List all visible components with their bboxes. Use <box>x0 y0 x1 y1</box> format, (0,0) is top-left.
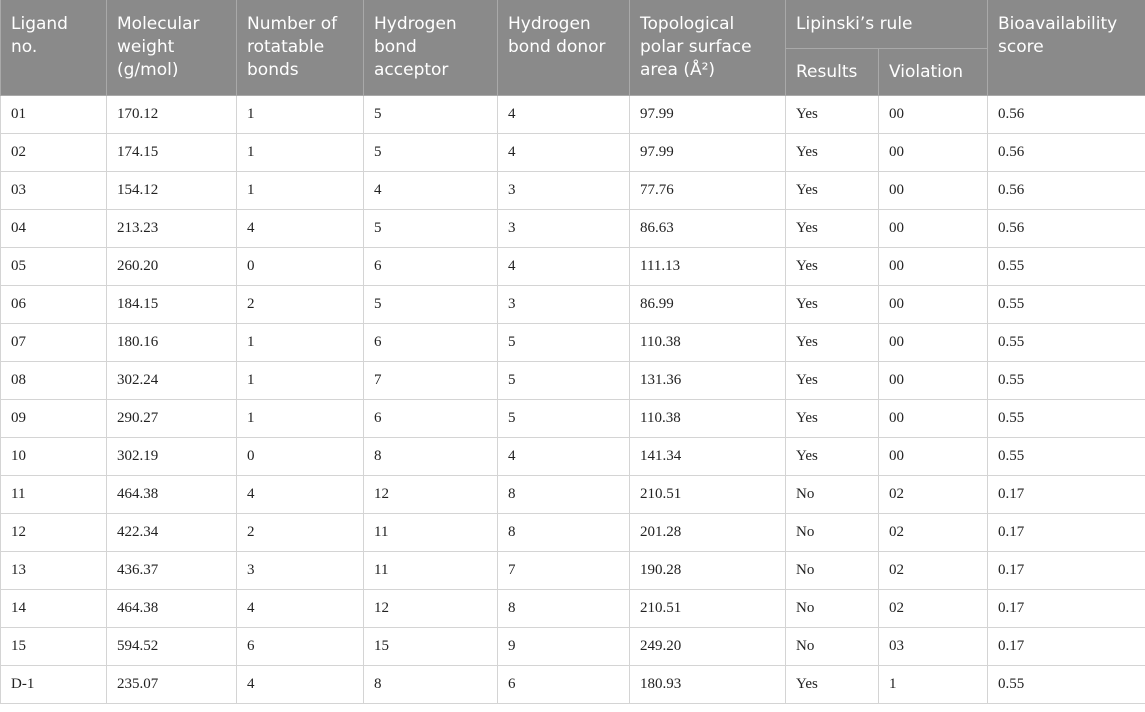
cell-bioavailability: 0.55 <box>988 666 1145 704</box>
cell-lipinski-violation: 02 <box>879 552 988 590</box>
cell-bioavailability: 0.55 <box>988 438 1145 476</box>
table-row <box>1 134 1145 172</box>
cell-hbond-donor: 5 <box>498 400 630 438</box>
cell-molecular-weight: 422.34 <box>107 514 237 552</box>
cell-lipinski-violation: 00 <box>879 134 988 172</box>
table-row <box>1 514 1145 552</box>
table-row <box>1 476 1145 514</box>
cell-rotatable-bonds: 4 <box>237 590 364 628</box>
cell-lipinski-violation: 00 <box>879 210 988 248</box>
cell-molecular-weight: 180.16 <box>107 324 237 362</box>
cell-lipinski-violation: 03 <box>879 628 988 666</box>
cell-molecular-weight: 174.15 <box>107 134 237 172</box>
cell-hbond-donor: 8 <box>498 514 630 552</box>
cell-tpsa: 131.36 <box>630 362 786 400</box>
cell-hbond-acceptor: 11 <box>364 514 498 552</box>
cell-ligand-no: 14 <box>1 590 107 628</box>
cell-rotatable-bonds: 1 <box>237 324 364 362</box>
cell-lipinski-result: Yes <box>786 438 879 476</box>
cell-tpsa: 210.51 <box>630 476 786 514</box>
cell-hbond-acceptor: 12 <box>364 590 498 628</box>
table-row <box>1 96 1145 134</box>
cell-molecular-weight: 170.12 <box>107 96 237 134</box>
cell-lipinski-result: Yes <box>786 362 879 400</box>
cell-tpsa: 111.13 <box>630 248 786 286</box>
cell-ligand-no: 02 <box>1 134 107 172</box>
cell-bioavailability: 0.17 <box>988 476 1145 514</box>
cell-lipinski-result: No <box>786 552 879 590</box>
cell-bioavailability: 0.55 <box>988 324 1145 362</box>
cell-molecular-weight: 436.37 <box>107 552 237 590</box>
cell-hbond-donor: 4 <box>498 96 630 134</box>
cell-ligand-no: 15 <box>1 628 107 666</box>
cell-molecular-weight: 184.15 <box>107 286 237 324</box>
cell-rotatable-bonds: 2 <box>237 286 364 324</box>
cell-tpsa: 110.38 <box>630 400 786 438</box>
table-row <box>1 438 1145 476</box>
cell-molecular-weight: 464.38 <box>107 476 237 514</box>
cell-rotatable-bonds: 0 <box>237 248 364 286</box>
cell-tpsa: 190.28 <box>630 552 786 590</box>
cell-ligand-no: D-1 <box>1 666 107 704</box>
cell-rotatable-bonds: 0 <box>237 438 364 476</box>
cell-bioavailability: 0.17 <box>988 552 1145 590</box>
cell-lipinski-violation: 1 <box>879 666 988 704</box>
header-ligand-no: Ligand no. <box>1 0 107 96</box>
cell-lipinski-violation: 00 <box>879 96 988 134</box>
cell-rotatable-bonds: 4 <box>237 476 364 514</box>
header-bioavailability: Bioavailability score <box>988 0 1145 96</box>
cell-tpsa: 110.38 <box>630 324 786 362</box>
cell-hbond-acceptor: 12 <box>364 476 498 514</box>
cell-lipinski-result: No <box>786 476 879 514</box>
cell-molecular-weight: 154.12 <box>107 172 237 210</box>
cell-rotatable-bonds: 1 <box>237 400 364 438</box>
cell-tpsa: 141.34 <box>630 438 786 476</box>
cell-lipinski-result: Yes <box>786 666 879 704</box>
cell-hbond-acceptor: 5 <box>364 286 498 324</box>
cell-hbond-donor: 3 <box>498 210 630 248</box>
cell-hbond-donor: 7 <box>498 552 630 590</box>
cell-hbond-acceptor: 5 <box>364 210 498 248</box>
cell-lipinski-result: Yes <box>786 96 879 134</box>
cell-tpsa: 97.99 <box>630 134 786 172</box>
cell-bioavailability: 0.17 <box>988 514 1145 552</box>
cell-bioavailability: 0.56 <box>988 210 1145 248</box>
cell-ligand-no: 06 <box>1 286 107 324</box>
table-row <box>1 172 1145 210</box>
cell-hbond-acceptor: 5 <box>364 96 498 134</box>
header-hbond-acceptor: Hydrogen bond acceptor <box>364 0 498 96</box>
cell-lipinski-result: No <box>786 628 879 666</box>
cell-hbond-acceptor: 15 <box>364 628 498 666</box>
cell-molecular-weight: 302.24 <box>107 362 237 400</box>
table-header <box>1 0 1145 96</box>
cell-ligand-no: 04 <box>1 210 107 248</box>
cell-tpsa: 97.99 <box>630 96 786 134</box>
cell-lipinski-violation: 00 <box>879 438 988 476</box>
header-rotatable-bonds: Number of rotatable bonds <box>237 0 364 96</box>
cell-lipinski-violation: 00 <box>879 286 988 324</box>
cell-molecular-weight: 594.52 <box>107 628 237 666</box>
cell-bioavailability: 0.55 <box>988 362 1145 400</box>
cell-lipinski-violation: 00 <box>879 362 988 400</box>
cell-bioavailability: 0.56 <box>988 172 1145 210</box>
cell-molecular-weight: 464.38 <box>107 590 237 628</box>
header-lipinski-violation: Violation <box>879 49 988 96</box>
cell-ligand-no: 12 <box>1 514 107 552</box>
cell-hbond-donor: 4 <box>498 438 630 476</box>
cell-lipinski-result: Yes <box>786 400 879 438</box>
table-row <box>1 590 1145 628</box>
cell-tpsa: 249.20 <box>630 628 786 666</box>
header-lipinski-rule: Lipinski’s rule <box>786 0 988 49</box>
header-molecular-weight: Molecular weight (g/mol) <box>107 0 237 96</box>
cell-rotatable-bonds: 3 <box>237 552 364 590</box>
cell-rotatable-bonds: 1 <box>237 172 364 210</box>
cell-bioavailability: 0.55 <box>988 400 1145 438</box>
table-row <box>1 286 1145 324</box>
cell-hbond-acceptor: 6 <box>364 248 498 286</box>
cell-hbond-donor: 8 <box>498 590 630 628</box>
cell-hbond-donor: 8 <box>498 476 630 514</box>
cell-hbond-acceptor: 8 <box>364 666 498 704</box>
cell-hbond-acceptor: 6 <box>364 324 498 362</box>
cell-bioavailability: 0.17 <box>988 590 1145 628</box>
cell-molecular-weight: 235.07 <box>107 666 237 704</box>
cell-lipinski-violation: 00 <box>879 400 988 438</box>
cell-lipinski-violation: 02 <box>879 476 988 514</box>
cell-hbond-acceptor: 4 <box>364 172 498 210</box>
cell-rotatable-bonds: 1 <box>237 134 364 172</box>
table-row <box>1 552 1145 590</box>
cell-ligand-no: 07 <box>1 324 107 362</box>
cell-bioavailability: 0.17 <box>988 628 1145 666</box>
cell-hbond-acceptor: 7 <box>364 362 498 400</box>
cell-rotatable-bonds: 1 <box>237 362 364 400</box>
header-tpsa: Topological polar surface area (Å²) <box>630 0 786 96</box>
cell-ligand-no: 13 <box>1 552 107 590</box>
cell-lipinski-result: Yes <box>786 248 879 286</box>
cell-molecular-weight: 290.27 <box>107 400 237 438</box>
header-lipinski-results: Results <box>786 49 879 96</box>
cell-hbond-acceptor: 6 <box>364 400 498 438</box>
cell-bioavailability: 0.56 <box>988 96 1145 134</box>
cell-molecular-weight: 260.20 <box>107 248 237 286</box>
cell-lipinski-violation: 02 <box>879 514 988 552</box>
cell-molecular-weight: 302.19 <box>107 438 237 476</box>
cell-lipinski-result: No <box>786 514 879 552</box>
cell-rotatable-bonds: 6 <box>237 628 364 666</box>
cell-rotatable-bonds: 2 <box>237 514 364 552</box>
cell-lipinski-result: Yes <box>786 324 879 362</box>
cell-rotatable-bonds: 4 <box>237 666 364 704</box>
cell-hbond-donor: 6 <box>498 666 630 704</box>
cell-lipinski-result: Yes <box>786 286 879 324</box>
cell-lipinski-violation: 00 <box>879 248 988 286</box>
cell-lipinski-violation: 00 <box>879 324 988 362</box>
cell-bioavailability: 0.56 <box>988 134 1145 172</box>
cell-bioavailability: 0.55 <box>988 286 1145 324</box>
cell-hbond-donor: 9 <box>498 628 630 666</box>
cell-molecular-weight: 213.23 <box>107 210 237 248</box>
cell-rotatable-bonds: 4 <box>237 210 364 248</box>
cell-hbond-acceptor: 5 <box>364 134 498 172</box>
cell-lipinski-violation: 00 <box>879 172 988 210</box>
cell-tpsa: 77.76 <box>630 172 786 210</box>
cell-ligand-no: 08 <box>1 362 107 400</box>
cell-ligand-no: 11 <box>1 476 107 514</box>
table-row <box>1 362 1145 400</box>
cell-hbond-donor: 5 <box>498 362 630 400</box>
cell-ligand-no: 09 <box>1 400 107 438</box>
cell-hbond-acceptor: 11 <box>364 552 498 590</box>
cell-ligand-no: 03 <box>1 172 107 210</box>
cell-rotatable-bonds: 1 <box>237 96 364 134</box>
table-row <box>1 248 1145 286</box>
cell-tpsa: 210.51 <box>630 590 786 628</box>
cell-hbond-donor: 5 <box>498 324 630 362</box>
table-row <box>1 666 1145 704</box>
cell-tpsa: 201.28 <box>630 514 786 552</box>
table-row <box>1 628 1145 666</box>
cell-tpsa: 86.63 <box>630 210 786 248</box>
table-row <box>1 400 1145 438</box>
cell-ligand-no: 01 <box>1 96 107 134</box>
cell-lipinski-result: No <box>786 590 879 628</box>
cell-hbond-donor: 3 <box>498 286 630 324</box>
cell-lipinski-result: Yes <box>786 172 879 210</box>
table-row <box>1 210 1145 248</box>
header-hbond-donor: Hydrogen bond donor <box>498 0 630 96</box>
table-row <box>1 324 1145 362</box>
cell-ligand-no: 10 <box>1 438 107 476</box>
cell-ligand-no: 05 <box>1 248 107 286</box>
cell-hbond-acceptor: 8 <box>364 438 498 476</box>
cell-hbond-donor: 4 <box>498 134 630 172</box>
cell-lipinski-result: Yes <box>786 134 879 172</box>
cell-bioavailability: 0.55 <box>988 248 1145 286</box>
cell-lipinski-violation: 02 <box>879 590 988 628</box>
cell-lipinski-result: Yes <box>786 210 879 248</box>
cell-hbond-donor: 3 <box>498 172 630 210</box>
cell-tpsa: 180.93 <box>630 666 786 704</box>
cell-tpsa: 86.99 <box>630 286 786 324</box>
table-body <box>1 96 1145 704</box>
cell-hbond-donor: 4 <box>498 248 630 286</box>
